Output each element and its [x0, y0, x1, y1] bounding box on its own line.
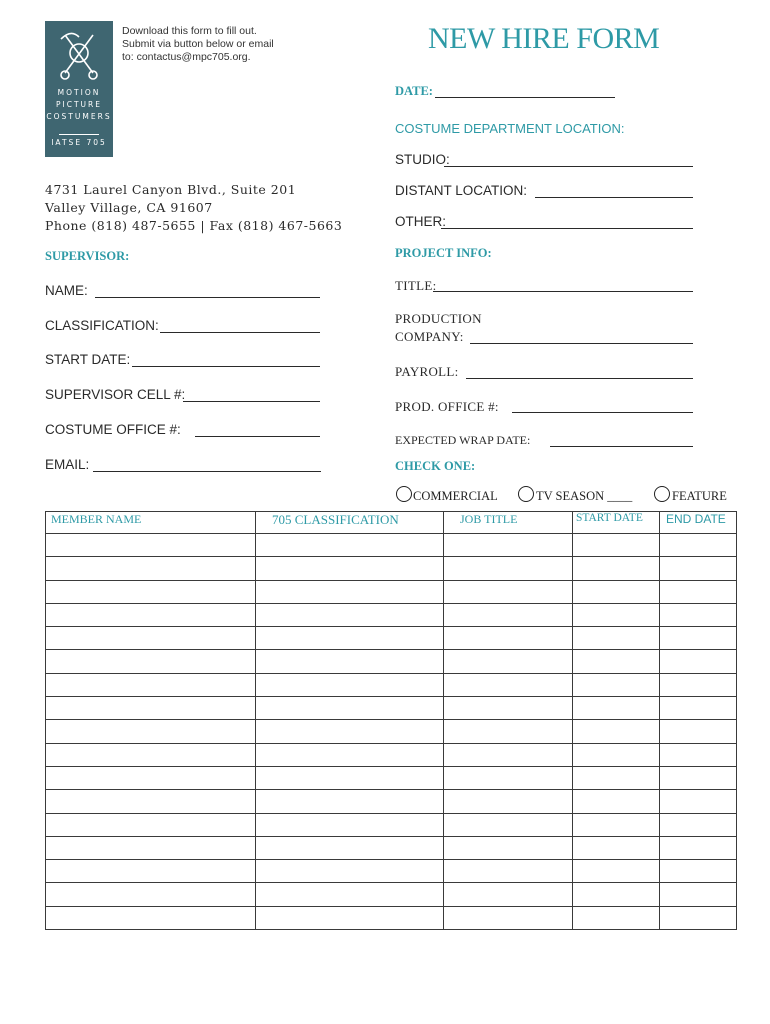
- supervisor-name-label: NAME:: [45, 283, 88, 298]
- start-date-cell[interactable]: [573, 860, 660, 883]
- table-row: [46, 720, 737, 743]
- column-header-start-date: START DATE: [573, 512, 660, 534]
- table-row: [46, 603, 737, 626]
- job-title-cell[interactable]: [444, 557, 573, 580]
- start-date-cell[interactable]: [573, 790, 660, 813]
- end-date-cell[interactable]: [660, 790, 737, 813]
- table-row: [46, 790, 737, 813]
- form-title: NEW HIRE FORM: [428, 22, 660, 55]
- member-name-cell[interactable]: [46, 603, 256, 626]
- title-label: TITLE:: [395, 278, 437, 293]
- email-label: EMAIL:: [45, 457, 90, 472]
- end-date-cell[interactable]: [660, 627, 737, 650]
- end-date-cell[interactable]: [660, 650, 737, 673]
- logo-local-number: IATSE 705: [51, 138, 107, 147]
- start-date-cell[interactable]: [573, 580, 660, 603]
- job-title-cell[interactable]: [444, 627, 573, 650]
- table-row: [46, 580, 737, 603]
- union-address: [45, 181, 342, 235]
- table-row: [46, 906, 737, 929]
- start-date-cell[interactable]: [573, 720, 660, 743]
- table-row: [46, 743, 737, 766]
- member-roster-table: [45, 511, 737, 930]
- job-title-cell[interactable]: [444, 790, 573, 813]
- job-title-cell[interactable]: [444, 813, 573, 836]
- table-row: [46, 557, 737, 580]
- member-name-cell[interactable]: [46, 766, 256, 789]
- column-header-end-date: END DATE: [660, 512, 737, 534]
- start-date-cell[interactable]: [573, 906, 660, 929]
- classification-cell[interactable]: [256, 906, 444, 929]
- classification-cell[interactable]: [256, 673, 444, 696]
- job-title-cell[interactable]: [444, 697, 573, 720]
- prod-office-label: PROD. OFFICE #:: [395, 399, 499, 414]
- start-date-cell[interactable]: [573, 743, 660, 766]
- start-date-cell[interactable]: [573, 627, 660, 650]
- member-name-cell[interactable]: [46, 743, 256, 766]
- job-title-cell[interactable]: [444, 836, 573, 859]
- classification-cell[interactable]: [256, 534, 444, 557]
- member-name-cell[interactable]: [46, 906, 256, 929]
- table-row: [46, 813, 737, 836]
- distant-location-label: DISTANT LOCATION:: [395, 183, 528, 198]
- member-name-cell[interactable]: [46, 883, 256, 906]
- costume-office-label: COSTUME OFFICE #:: [45, 422, 181, 437]
- member-name-cell[interactable]: [46, 650, 256, 673]
- studio-field[interactable]: [444, 166, 693, 167]
- job-title-cell[interactable]: [444, 580, 573, 603]
- supervisor-cell-field[interactable]: [183, 401, 320, 402]
- table-row: [46, 650, 737, 673]
- table-row: [46, 534, 737, 557]
- supervisor-heading: SUPERVISOR:: [45, 249, 130, 263]
- job-title-cell[interactable]: [444, 883, 573, 906]
- job-title-cell[interactable]: [444, 650, 573, 673]
- job-title-cell[interactable]: [444, 766, 573, 789]
- classification-cell[interactable]: [256, 790, 444, 813]
- supervisor-name-field[interactable]: [95, 297, 320, 298]
- classification-cell[interactable]: [256, 836, 444, 859]
- production-company-field[interactable]: [470, 343, 693, 344]
- check-one-heading: CHECK ONE:: [395, 459, 476, 473]
- start-date-cell[interactable]: [573, 697, 660, 720]
- logo-wordmark: MOTION PICTURE COSTUMERS: [46, 88, 112, 121]
- member-name-cell[interactable]: [46, 860, 256, 883]
- union-logo: [45, 21, 113, 157]
- table-row: [46, 627, 737, 650]
- end-date-cell[interactable]: [660, 720, 737, 743]
- start-date-cell[interactable]: [573, 673, 660, 696]
- end-date-cell[interactable]: [660, 557, 737, 580]
- production-label-line: COMPANY:: [395, 329, 464, 344]
- crossed-scissors-icon: [57, 29, 101, 81]
- job-title-cell[interactable]: [444, 673, 573, 696]
- end-date-cell[interactable]: [660, 673, 737, 696]
- commercial-radio[interactable]: [396, 486, 412, 502]
- end-date-cell[interactable]: [660, 906, 737, 929]
- classification-cell[interactable]: [256, 557, 444, 580]
- member-name-cell[interactable]: [46, 534, 256, 557]
- classification-cell[interactable]: [256, 580, 444, 603]
- classification-cell[interactable]: [256, 813, 444, 836]
- table-row: [46, 673, 737, 696]
- wrap-date-field[interactable]: [550, 446, 693, 447]
- member-name-cell[interactable]: [46, 627, 256, 650]
- table-row: [46, 836, 737, 859]
- classification-cell[interactable]: [256, 603, 444, 626]
- location-heading: COSTUME DEPARTMENT LOCATION:: [395, 121, 625, 136]
- end-date-cell[interactable]: [660, 883, 737, 906]
- end-date-cell[interactable]: [660, 580, 737, 603]
- table-row: [46, 883, 737, 906]
- job-title-cell[interactable]: [444, 906, 573, 929]
- classification-cell[interactable]: [256, 627, 444, 650]
- classification-cell[interactable]: [256, 743, 444, 766]
- member-name-cell[interactable]: [46, 697, 256, 720]
- instruction-email[interactable]: to: contactus@mpc705.org.: [122, 51, 251, 63]
- member-name-cell[interactable]: [46, 720, 256, 743]
- start-date-cell[interactable]: [573, 603, 660, 626]
- job-title-cell[interactable]: [444, 860, 573, 883]
- supervisor-cell-label: SUPERVISOR CELL #:: [45, 387, 186, 402]
- member-name-cell[interactable]: [46, 557, 256, 580]
- end-date-cell[interactable]: [660, 603, 737, 626]
- end-date-cell[interactable]: [660, 697, 737, 720]
- address-line: 4731 Laurel Canyon Blvd., Suite 201: [45, 182, 297, 197]
- start-date-cell[interactable]: [573, 650, 660, 673]
- prod-office-field[interactable]: [512, 412, 693, 413]
- commercial-option-label: COMMERCIAL: [413, 489, 498, 503]
- costume-office-field[interactable]: [195, 436, 320, 437]
- table-row: [46, 697, 737, 720]
- other-label: OTHER:: [395, 214, 447, 229]
- classification-label: CLASSIFICATION:: [45, 318, 159, 333]
- wrap-date-label: EXPECTED WRAP DATE:: [395, 433, 531, 447]
- column-header-job-title: JOB TITLE: [444, 512, 573, 534]
- date-label: DATE:: [395, 84, 433, 98]
- instructions: [122, 25, 274, 64]
- classification-cell[interactable]: [256, 860, 444, 883]
- feature-radio[interactable]: [654, 486, 670, 502]
- classification-cell[interactable]: [256, 883, 444, 906]
- member-name-cell[interactable]: [46, 580, 256, 603]
- member-name-cell[interactable]: [46, 790, 256, 813]
- instruction-line: Submit via button below or email: [122, 38, 274, 50]
- classification-cell[interactable]: [256, 650, 444, 673]
- end-date-cell[interactable]: [660, 766, 737, 789]
- classification-cell[interactable]: [256, 697, 444, 720]
- production-company-label: [395, 311, 482, 345]
- distant-location-field[interactable]: [535, 197, 693, 198]
- start-date-cell[interactable]: [573, 813, 660, 836]
- table-row: [46, 860, 737, 883]
- studio-label: STUDIO:: [395, 152, 450, 167]
- member-name-cell[interactable]: [46, 836, 256, 859]
- address-line: Valley Village, CA 91607: [45, 200, 213, 215]
- job-title-cell[interactable]: [444, 603, 573, 626]
- table-row: [46, 766, 737, 789]
- instruction-line: Download this form to fill out.: [122, 25, 257, 37]
- end-date-cell[interactable]: [660, 743, 737, 766]
- start-date-cell[interactable]: [573, 534, 660, 557]
- email-field[interactable]: [93, 471, 321, 472]
- start-date-cell[interactable]: [573, 836, 660, 859]
- column-header-member-name: MEMBER NAME: [46, 512, 256, 534]
- start-date-cell[interactable]: [573, 557, 660, 580]
- title-field[interactable]: [433, 291, 693, 292]
- job-title-cell[interactable]: [444, 743, 573, 766]
- production-label-line: PRODUCTION: [395, 311, 482, 326]
- tv-season-option-label: TV SEASON ____: [536, 489, 633, 503]
- end-date-cell[interactable]: [660, 836, 737, 859]
- start-date-cell[interactable]: [573, 766, 660, 789]
- other-field[interactable]: [441, 228, 693, 229]
- end-date-cell[interactable]: [660, 860, 737, 883]
- classification-cell[interactable]: [256, 766, 444, 789]
- end-date-cell[interactable]: [660, 534, 737, 557]
- logo-divider: [59, 134, 99, 135]
- start-date-field[interactable]: [132, 366, 320, 367]
- end-date-cell[interactable]: [660, 813, 737, 836]
- classification-field[interactable]: [160, 332, 320, 333]
- start-date-cell[interactable]: [573, 883, 660, 906]
- classification-cell[interactable]: [256, 720, 444, 743]
- member-name-cell[interactable]: [46, 673, 256, 696]
- project-info-heading: PROJECT INFO:: [395, 246, 492, 260]
- column-header-classification: 705 CLASSIFICATION: [256, 512, 444, 534]
- job-title-cell[interactable]: [444, 720, 573, 743]
- payroll-label: PAYROLL:: [395, 364, 459, 379]
- member-name-cell[interactable]: [46, 813, 256, 836]
- date-field[interactable]: [435, 97, 615, 98]
- tv-season-radio[interactable]: [518, 486, 534, 502]
- job-title-cell[interactable]: [444, 534, 573, 557]
- feature-option-label: FEATURE: [672, 489, 727, 503]
- start-date-label: START DATE:: [45, 352, 131, 367]
- contact-phone-fax: Phone (818) 487-5655 | Fax (818) 467-5663: [45, 218, 343, 233]
- table-header-row: [46, 512, 737, 534]
- payroll-field[interactable]: [466, 378, 693, 379]
